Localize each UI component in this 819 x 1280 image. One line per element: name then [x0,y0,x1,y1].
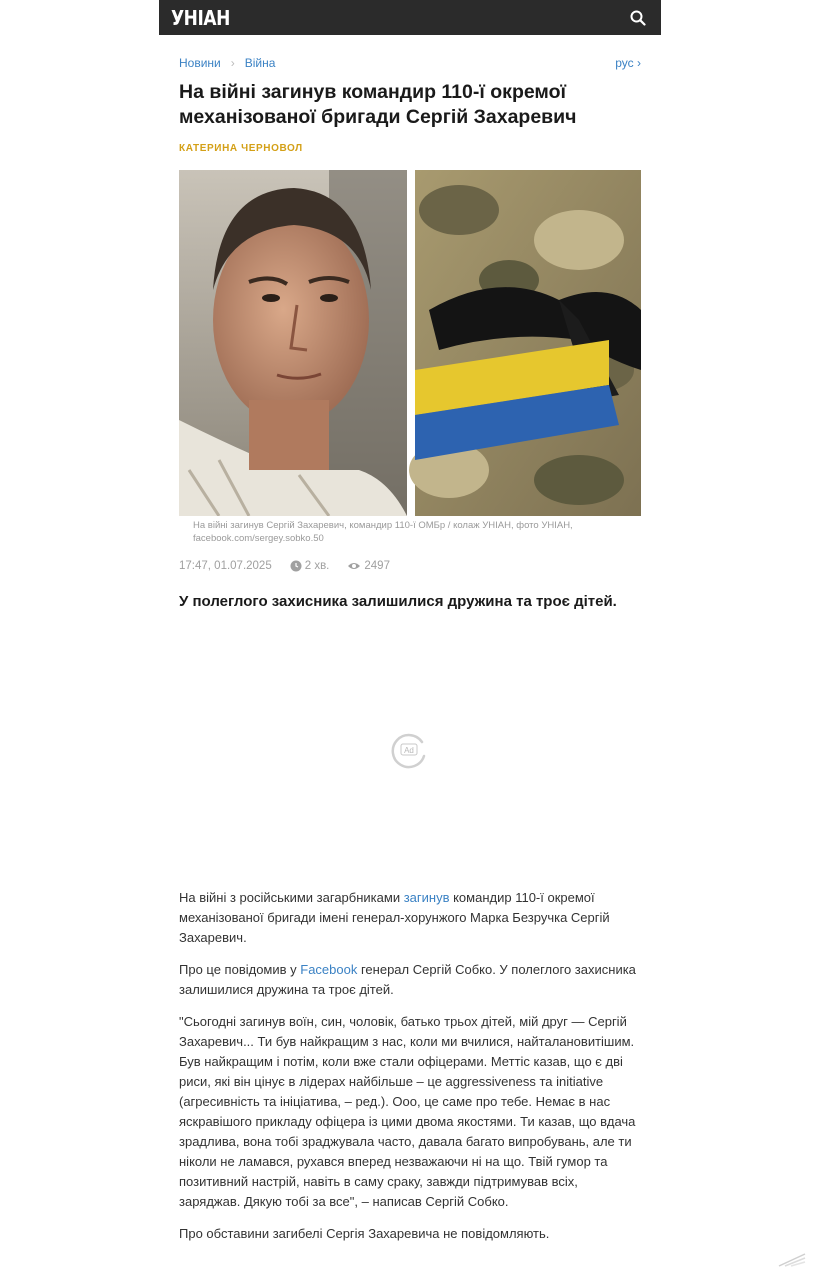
watermark-icon [777,1252,807,1268]
image-caption: На війні загинув Сергій Захаревич, командир 110-ї ОМБр / колаж УНІАН, фото УНІАН, facebook.com/sergey.sobko.50 [193,520,573,544]
views-count: 2497 [364,560,390,572]
top-bar [159,0,661,35]
read-time [290,560,330,572]
paragraph: Про це повідомив у Facebook генерал Сергій Собко. У полеглого захисника залишилися дружина та троє дітей. [179,962,636,997]
article-title: На війні загинув командир 110-ї окремої механізованої бригади Сергій Захаревич [179,81,577,128]
clock-icon [290,560,302,572]
paragraph: Про обставини загибелі Сергія Захаревича не повідомляють. [179,1226,550,1241]
paragraph: На війні з російськими загарбниками загинув командир 110-ї окремої механізованої бригади імені генерал-хорунжого Марка Безручка Сергій Захаревич. [179,890,610,945]
language-switch-link[interactable]: рус › [615,56,641,70]
read-time-value: 2 хв. [304,560,330,572]
breadcrumb-war[interactable]: Війна [244,56,276,70]
chevron-right-icon: › [230,56,235,70]
article-body [179,888,641,1256]
ad-label: Ad [404,746,414,755]
search-button[interactable] [627,7,649,29]
article-lead: У полеглого захисника залишилися дружина та троє дітей. [179,593,617,610]
search-icon [630,10,646,26]
quote-paragraph: "Сьогодні загинув воїн, син, чоловік, батько трьох дітей, мій друг — Сергій Захаревич... Ти був найкращим з нас, коли ми вчилися, найталановитішим. Був найкращим і потім, коли вже стали офіцерами. Меттіс казав, що є дві риси, які він цінує в лідерах найбільше – це aggressiveness та initiative (агресивність та ініціатива, – ред.). Ооо, це саме про тебе. Немає в нас яскравішого прикладу офіцера із цими двома якостями. Ти казав, що вдача зрадлива, вона тобі зраджувала часто, давала багато випробувань, але ти ніколи не ламався, рухався вперед незважаючи ні на що. Твій гумор та позитивний настрій, навіть в саму сраку, завжди підтримував всіх, заряджав. Дякую тобі за все", – написав Сергій Собко. [179,1014,636,1209]
author-link[interactable]: КАТЕРИНА ЧЕРНОВОЛ [179,143,303,154]
inline-link-died[interactable]: загинув [403,890,450,905]
eye-icon [347,561,361,571]
inline-link-facebook[interactable]: Facebook [300,962,358,977]
breadcrumb-news[interactable]: Новини [179,56,221,70]
site-logo[interactable]: УНІАН [171,5,230,30]
ad-placeholder [389,730,429,770]
publish-date: 17:47, 01.07.2025 [179,560,272,572]
article-hero-image [179,170,641,516]
breadcrumb [179,56,641,70]
views [347,560,390,572]
article-meta [179,560,408,572]
